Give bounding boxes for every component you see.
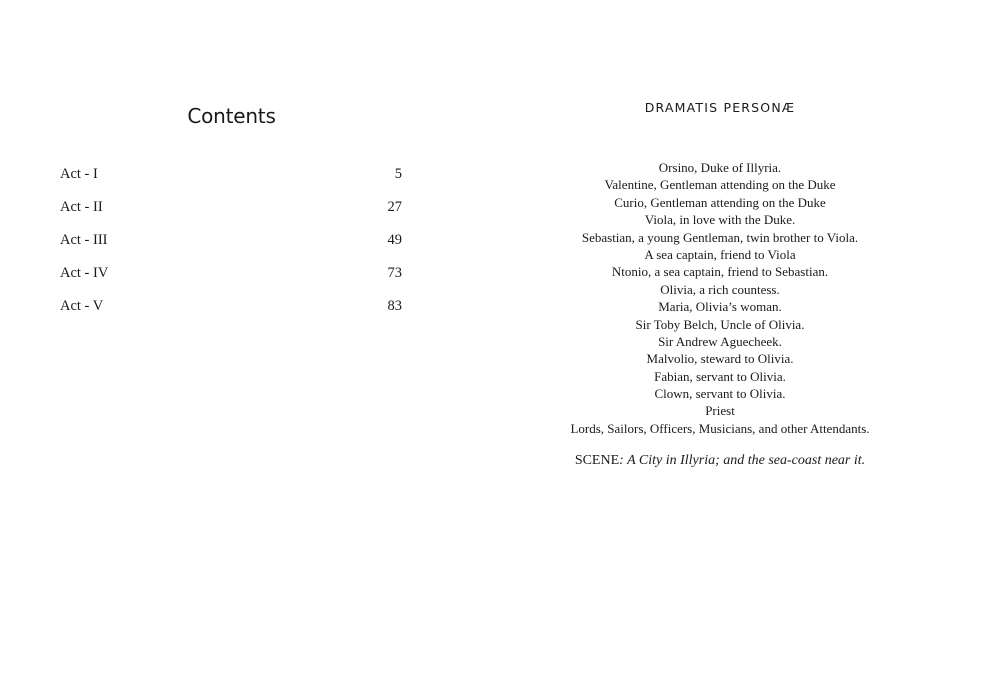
character-entry: Viola, in love with the Duke. xyxy=(644,212,796,228)
dramatis-personae-title: DRAMATIS PERSONÆ xyxy=(644,100,796,115)
character-entry: Malvolio, steward to Olivia. xyxy=(646,351,794,367)
scene-label: SCENE xyxy=(574,453,620,468)
contents-title: Contents xyxy=(187,104,276,128)
toc-item-page-number: 73 xyxy=(387,265,402,281)
toc-item-label: Act - IV xyxy=(60,265,109,281)
toc-item-page-number: 27 xyxy=(387,199,402,215)
contents-page xyxy=(0,0,470,700)
toc-item-page-number: 5 xyxy=(394,166,402,182)
toc-item-page-number: 83 xyxy=(387,298,402,314)
character-entry: Clown, servant to Olivia. xyxy=(654,386,786,402)
character-entry: Orsino, Duke of Illyria. xyxy=(658,160,782,175)
toc-item-label: Act - I xyxy=(60,166,98,182)
toc-item-label: Act - V xyxy=(60,298,104,314)
character-entry: Fabian, servant to Olivia. xyxy=(654,368,786,384)
character-list xyxy=(480,159,960,437)
toc-item-act-3[interactable] xyxy=(60,229,402,262)
character-entry: A sea captain, friend to Viola xyxy=(644,246,796,262)
toc-item-label: Act - II xyxy=(60,199,103,215)
toc-item-act-4[interactable] xyxy=(60,262,402,295)
character-entry: Maria, Olivia’s woman. xyxy=(658,299,782,315)
scene-description xyxy=(480,453,960,469)
character-entry: Sebastian, a young Gentleman, twin brother to Viola. xyxy=(581,229,859,245)
dramatis-personae-page xyxy=(480,0,960,700)
character-entry: Curio, Gentleman attending on the Duke xyxy=(614,194,826,210)
toc-item-act-5[interactable] xyxy=(60,295,402,328)
toc-item-page-number: 49 xyxy=(387,232,402,248)
character-entry: Sir Toby Belch, Uncle of Olivia. xyxy=(635,316,805,332)
table-of-contents xyxy=(60,163,402,328)
character-entry: Priest xyxy=(705,403,735,419)
toc-item-act-2[interactable] xyxy=(60,196,402,229)
character-entry: Lords, Sailors, Officers, Musicians, and other Attendants. xyxy=(570,420,870,436)
character-entry: Olivia, a rich countess. xyxy=(660,281,780,297)
scene-location: : A City in Illyria; and the sea-coast near it. xyxy=(619,453,866,468)
character-entry: Sir Andrew Aguecheek. xyxy=(658,333,782,349)
toc-item-act-1[interactable] xyxy=(60,163,402,196)
character-entry: Valentine, Gentleman attending on the Duke xyxy=(604,177,836,193)
toc-item-label: Act - III xyxy=(60,232,108,248)
character-entry: Ntonio, a sea captain, friend to Sebastian. xyxy=(611,264,829,280)
